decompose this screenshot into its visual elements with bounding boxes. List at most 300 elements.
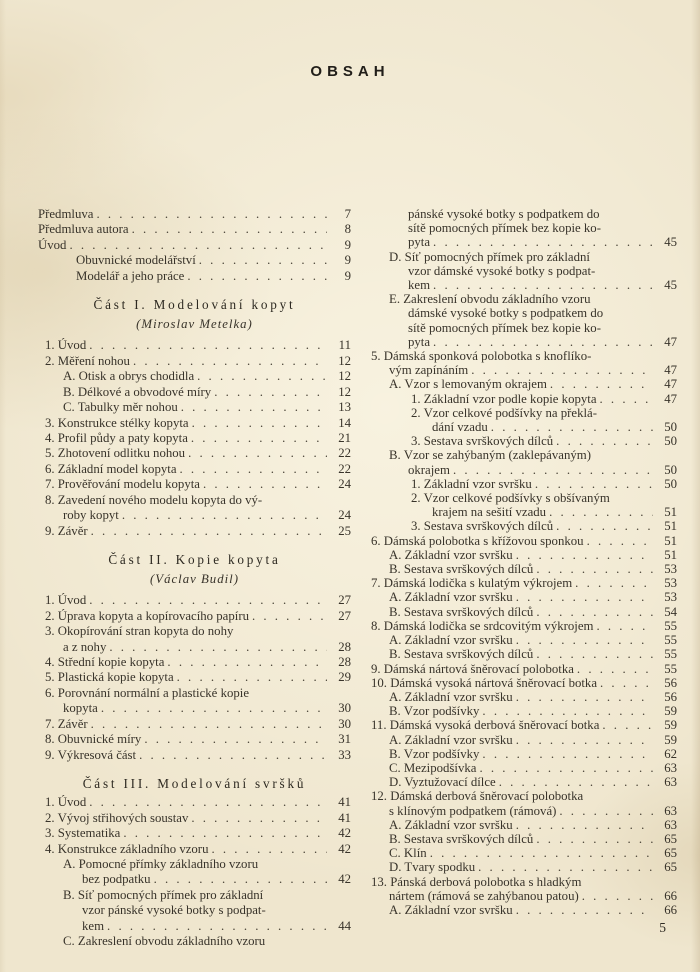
toc-entry-label: C. Klín: [389, 846, 427, 861]
toc-entry-label: 9. Závěr: [45, 523, 88, 538]
dot-leader: [136, 748, 327, 763]
toc-left-column: [38, 207, 351, 950]
toc-entry-page: 62: [664, 746, 677, 761]
toc-entry: [38, 934, 351, 949]
toc-entry: [364, 207, 677, 221]
toc-entry-label: 9. Dámská nártová šněrovací polobotka: [371, 661, 574, 676]
toc-entry-page: 27: [338, 608, 351, 623]
toc-entry-label: 2. Vzor celkové podšívky s obšívaným: [411, 491, 610, 506]
dot-leader: [574, 662, 653, 676]
section-author: (Václav Budil): [150, 572, 239, 587]
toc-entry: [38, 593, 351, 608]
dot-leader: [188, 431, 327, 446]
dot-leader: [249, 609, 327, 624]
dot-leader: [553, 434, 653, 448]
toc-entry: [38, 732, 351, 747]
dot-leader: [513, 548, 653, 562]
toc-entry: [364, 406, 677, 420]
toc-entry-page: 9: [344, 268, 351, 283]
toc-entry: [38, 795, 351, 810]
toc-entry: [38, 919, 351, 934]
toc-entry-page: 28: [338, 654, 351, 669]
dot-leader: [479, 747, 653, 761]
section-heading: Část III. Modelování svršků: [82, 776, 307, 792]
dot-leader: [104, 919, 327, 934]
toc-entry: [364, 590, 677, 604]
dot-leader: [599, 718, 653, 732]
toc-entry-label: 8. Obuvnické míry: [45, 732, 142, 747]
toc-entry-label: bez podpatku: [82, 872, 151, 887]
toc-entry-label: a z nohy: [63, 639, 107, 654]
toc-entry: [38, 717, 351, 732]
toc-entry-label: B. Sestava svrškových dílců: [389, 604, 534, 619]
dot-leader: [177, 462, 328, 477]
toc-entry-page: 29: [338, 670, 351, 685]
toc-entry-label: roby kopyt: [63, 508, 119, 523]
dot-leader: [488, 420, 653, 434]
section-heading: Část II. Kopie kopyta: [108, 552, 281, 568]
toc-entry-page: 28: [338, 639, 351, 654]
dot-leader: [572, 576, 653, 590]
dot-leader: [533, 832, 653, 846]
toc-entry-label: Úvod: [38, 237, 67, 252]
toc-entry: [364, 875, 677, 889]
toc-entry-page: 24: [338, 508, 351, 523]
toc-entry-label: 2. Vzor celkové podšívky na překlá-: [411, 405, 597, 420]
dot-leader: [93, 207, 327, 222]
toc-entry-label: A. Základní vzor svršku: [389, 547, 513, 562]
toc-entry-page: 55: [664, 647, 677, 662]
dot-leader: [119, 508, 327, 523]
toc-entry: [364, 633, 677, 647]
toc-entry: [364, 690, 677, 704]
dot-leader: [430, 335, 653, 349]
toc-entry-page: 33: [338, 747, 351, 762]
toc-entry-page: 12: [338, 369, 351, 384]
toc-entry-label: A. Základní vzor svršku: [389, 590, 513, 605]
toc-entry: [364, 662, 677, 676]
dot-leader: [188, 811, 327, 826]
section-author: (Miroslav Metelka): [136, 317, 253, 332]
toc-entry-page: 30: [338, 701, 351, 716]
toc-entry-page: 51: [664, 505, 677, 520]
toc-entry-page: 56: [664, 689, 677, 704]
toc-entry-page: 63: [664, 760, 677, 775]
toc-entry: [38, 842, 351, 857]
toc-entry-label: dámské vysoké botky s podpatkem do: [408, 306, 604, 321]
toc-entry-label: A. Základní vzor svršku: [389, 817, 513, 832]
toc-entry-label: B. Sestava svrškových dílců: [389, 647, 534, 662]
toc-right-column: [364, 207, 677, 917]
toc-entry-label: 3. Systematika: [45, 826, 121, 841]
toc-entry: [38, 477, 351, 492]
toc-entry-page: 59: [664, 718, 677, 733]
toc-entry: [38, 524, 351, 539]
toc-entry: [364, 278, 677, 292]
toc-entry: [364, 264, 677, 278]
toc-entry: [38, 640, 351, 655]
toc-entry-page: 66: [664, 902, 677, 917]
toc-entry: [364, 860, 677, 874]
dot-leader: [547, 377, 653, 391]
toc-entry-label: 11. Dámská vysoká derbová šněrovací botka: [371, 718, 600, 733]
toc-entry: [364, 420, 677, 434]
toc-entry-page: 51: [664, 519, 677, 534]
toc-entry-label: s klínovým podpatkem (rámová): [389, 803, 557, 818]
dot-leader: [164, 655, 327, 670]
toc-entry-page: 56: [664, 675, 677, 690]
dot-leader: [185, 446, 327, 461]
dot-leader: [533, 647, 653, 661]
toc-entry-label: vzor pánské vysoké botky s podpat-: [82, 903, 266, 918]
toc-entry-page: 59: [664, 704, 677, 719]
dot-leader: [546, 505, 653, 519]
toc-entry-label: krajem na sešití vzadu: [432, 505, 547, 520]
toc-entry-page: 50: [664, 462, 677, 477]
toc-entry-label: nártem (rámová se zahýbanou patou): [389, 888, 579, 903]
toc-entry-label: vzor dámské vysoké botky s podpat-: [408, 263, 596, 278]
toc-entry: [364, 775, 677, 789]
toc-entry: [364, 761, 677, 775]
toc-entry-page: 9: [344, 237, 351, 252]
toc-entry: [364, 377, 677, 391]
dot-leader: [476, 761, 653, 775]
toc-entry-page: 50: [664, 476, 677, 491]
toc-entry-label: A. Základní vzor svršku: [389, 732, 513, 747]
toc-entry: [364, 903, 677, 917]
toc-entry-page: 47: [664, 377, 677, 392]
dot-leader: [533, 562, 653, 576]
toc-entry-page: 65: [664, 860, 677, 875]
dot-leader: [579, 889, 653, 903]
toc-entry-page: 41: [338, 810, 351, 825]
toc-entry-page: 63: [664, 817, 677, 832]
dot-leader: [98, 701, 327, 716]
toc-entry-label: 6. Základní model kopyta: [45, 461, 177, 476]
dot-leader: [184, 269, 327, 284]
page-number: 5: [659, 920, 666, 935]
toc-entry-label: A. Základní vzor svršku: [389, 633, 513, 648]
toc-entry-page: 66: [664, 888, 677, 903]
toc-entry: [364, 576, 677, 590]
toc-entry-page: 65: [664, 846, 677, 861]
toc-entry-page: 14: [338, 415, 351, 430]
toc-entry-page: 63: [664, 803, 677, 818]
dot-leader: [513, 733, 653, 747]
toc-entry-page: 42: [338, 841, 351, 856]
toc-entry-label: pánské vysoké botky s podpatkem do: [408, 207, 600, 221]
toc-entry-label: vým zapínáním: [389, 363, 469, 378]
toc-entry-label: E. Zakreslení obvodu základního vzoru: [389, 292, 591, 307]
toc-entry: [38, 903, 351, 918]
toc-entry-label: Obuvnické modelářství: [76, 253, 196, 268]
toc-entry-label: 4. Profil půdy a paty kopyta: [45, 430, 188, 445]
toc-entry: [364, 718, 677, 732]
dot-leader: [174, 670, 327, 685]
toc-entry: [38, 811, 351, 826]
toc-entry-label: 3. Konstrukce stélky kopyta: [45, 415, 189, 430]
toc-entry: [364, 363, 677, 377]
toc-entry: [38, 857, 351, 872]
toc-entry-label: 5. Dámská sponková polobotka s knoflíko-: [371, 349, 592, 364]
toc-entry: [364, 335, 677, 349]
dot-leader: [196, 253, 327, 268]
toc-entry-label: 5. Zhotovení odlitku nohou: [45, 446, 186, 461]
toc-entry-label: C. Mezipodšívka: [389, 760, 477, 775]
toc-entry-page: 59: [664, 732, 677, 747]
dot-leader: [513, 690, 653, 704]
toc-entry: [38, 269, 351, 284]
toc-entry: [364, 448, 677, 462]
toc-entry-page: 41: [338, 795, 351, 810]
toc-entry: [38, 354, 351, 369]
toc-entry-page: 24: [338, 477, 351, 492]
toc-entry-label: kem: [408, 278, 431, 293]
toc-entry-label: C. Zakreslení obvodu základního vzoru: [63, 934, 266, 949]
toc-entry: [364, 534, 677, 548]
toc-entry-page: 63: [664, 775, 677, 790]
toc-entry-label: 8. Zavedení nového modelu kopyta do vý-: [45, 492, 263, 507]
toc-entry: [38, 493, 351, 508]
toc-entry-page: 45: [664, 235, 677, 250]
toc-entry-page: 9: [344, 253, 351, 268]
dot-leader: [120, 826, 327, 841]
toc-entry-label: B. Vzor se zahýbaným (zaklepávaným): [389, 448, 591, 463]
toc-entry: [38, 385, 351, 400]
toc-entry: [364, 463, 677, 477]
toc-entry-label: dání vzadu: [432, 420, 488, 435]
toc-entry: [38, 416, 351, 431]
dot-leader: [479, 704, 653, 718]
toc-entry-label: 7. Prověřování modelu kopyta: [45, 477, 200, 492]
dot-leader: [88, 524, 327, 539]
toc-entry-page: 55: [664, 618, 677, 633]
dot-leader: [597, 392, 653, 406]
toc-entry-label: B. Vzor podšívky: [389, 746, 480, 761]
dot-leader: [106, 640, 327, 655]
toc-entry-label: A. Pomocné přímky základního vzoru: [63, 856, 259, 871]
toc-entry-page: 55: [664, 661, 677, 676]
toc-entry-page: 53: [664, 590, 677, 605]
toc-entry: [38, 207, 351, 222]
toc-entry-label: 3. Sestava svrškových dílců: [411, 434, 554, 449]
toc-entry: [364, 477, 677, 491]
toc-entry: [364, 647, 677, 661]
toc-entry-page: 50: [664, 420, 677, 435]
toc-entry: [38, 462, 351, 477]
toc-entry-label: okrajem: [408, 462, 450, 477]
toc-entry-page: 51: [664, 533, 677, 548]
toc-entry-page: 54: [664, 604, 677, 619]
dot-leader: [532, 477, 653, 491]
toc-entry: [364, 818, 677, 832]
toc-entry-page: 42: [338, 872, 351, 887]
toc-entry-label: 2. Vývoj střihových soustav: [45, 810, 189, 825]
toc-entry: [38, 701, 351, 716]
toc-entry-label: A. Základní vzor svršku: [389, 689, 513, 704]
toc-entry: [364, 505, 677, 519]
toc-entry-label: B. Vzor podšívky: [389, 704, 480, 719]
toc-entry: [38, 431, 351, 446]
section-heading: Část I. Modelování kopyt: [93, 297, 296, 313]
toc-entry-label: 5. Plastická kopie kopyta: [45, 670, 174, 685]
dot-leader: [513, 903, 653, 917]
toc-entry-label: 1. Úvod: [45, 795, 87, 810]
toc-entry-label: sítě pomocných přímek bez kopie ko-: [408, 320, 601, 335]
toc-entry-page: 44: [338, 918, 351, 933]
dot-leader: [430, 235, 653, 249]
toc-entry-label: 9. Výkresová část: [45, 747, 137, 762]
toc-entry-label: 1. Úvod: [45, 593, 87, 608]
toc-entry-label: B. Síť pomocných přímek pro základní: [63, 887, 264, 902]
toc-entry-label: D. Tvary spodku: [389, 860, 476, 875]
toc-entry-page: 55: [664, 633, 677, 648]
toc-entry-label: 1. Základní vzor podle kopie kopyta: [411, 391, 597, 406]
toc-entry-label: A. Základní vzor svršku: [389, 902, 513, 917]
toc-entry: [364, 548, 677, 562]
toc-entry-label: 2. Měření nohou: [45, 353, 130, 368]
dot-leader: [584, 534, 653, 548]
toc-entry-label: pyta: [408, 334, 431, 349]
dot-leader: [66, 238, 327, 253]
dot-leader: [533, 605, 653, 619]
toc-entry-page: 50: [664, 434, 677, 449]
toc-entry-page: 45: [664, 278, 677, 293]
dot-leader: [86, 593, 327, 608]
toc-entry-label: 2. Úprava kopyta a kopírovacího papíru: [45, 608, 249, 623]
toc-entry: [38, 400, 351, 415]
toc-entry-label: Modelář a jeho práce: [76, 268, 185, 283]
dot-leader: [194, 369, 327, 384]
toc-entry-page: 47: [664, 391, 677, 406]
toc-entry: [364, 619, 677, 633]
dot-leader: [513, 818, 653, 832]
toc-entry-page: 27: [338, 593, 351, 608]
toc-entry: [364, 733, 677, 747]
toc-entry: [364, 292, 677, 306]
toc-entry: [38, 253, 351, 268]
toc-entry: [38, 446, 351, 461]
dot-leader: [141, 732, 327, 747]
toc-entry-label: 4. Střední kopie kopyta: [45, 654, 165, 669]
toc-entry: [364, 306, 677, 320]
toc-entry: [364, 434, 677, 448]
dot-leader: [597, 676, 653, 690]
toc-entry-page: 25: [338, 523, 351, 538]
toc-entry: [38, 655, 351, 670]
toc-entry-page: 30: [338, 716, 351, 731]
toc-entry: [364, 321, 677, 335]
toc-entry-page: 12: [338, 384, 351, 399]
toc-entry-label: C. Tabulky měr nohou: [63, 400, 178, 415]
toc-entry-label: 3. Sestava svrškových dílců: [411, 519, 554, 534]
dot-leader: [86, 338, 327, 353]
dot-leader: [86, 795, 327, 810]
dot-leader: [130, 354, 327, 369]
toc-entry: [364, 250, 677, 264]
toc-entry: [364, 221, 677, 235]
toc-entry: [364, 704, 677, 718]
toc-entry-page: 11: [338, 338, 351, 353]
toc-entry-label: A. Otisk a obrys chodidla: [63, 369, 195, 384]
dot-leader: [427, 846, 653, 860]
dot-leader: [553, 519, 653, 533]
toc-entry: [364, 846, 677, 860]
toc-entry-page: 65: [664, 831, 677, 846]
toc-entry-page: 31: [338, 732, 351, 747]
toc-entry-label: Předmluva: [38, 207, 94, 221]
toc-entry-label: B. Sestava svrškových dílců: [389, 831, 534, 846]
toc-entry: [364, 349, 677, 363]
toc-entry-page: 13: [338, 400, 351, 415]
dot-leader: [496, 775, 653, 789]
toc-entry: [364, 491, 677, 505]
toc-entry-page: 12: [338, 353, 351, 368]
dot-leader: [475, 860, 653, 874]
toc-entry-page: 47: [664, 363, 677, 378]
toc-entry-label: 6. Dámská polobotka s křížovou sponkou: [371, 533, 584, 548]
dot-leader: [129, 222, 327, 237]
toc-entry-label: kem: [82, 918, 105, 933]
toc-entry-label: B. Sestava svrškových dílců: [389, 562, 534, 577]
toc-entry-label: 3. Okopírování stran kopyta do nohy: [45, 624, 234, 639]
toc-entry: [364, 804, 677, 818]
dot-leader: [593, 619, 653, 633]
toc-entry: [38, 222, 351, 237]
toc-entry-label: A. Vzor s lemovaným okrajem: [389, 377, 547, 392]
toc-entry-page: 22: [338, 461, 351, 476]
dot-leader: [556, 804, 653, 818]
toc-entry-page: 42: [338, 826, 351, 841]
toc-entry-label: 13. Pánská derbová polobotka s hladkým: [371, 874, 582, 889]
toc-entry: [38, 686, 351, 701]
toc-entry: [38, 748, 351, 763]
toc-entry-label: D. Síť pomocných přímek pro základní: [389, 249, 590, 264]
toc-entry-label: 7. Dámská lodička s kulatým výkrojem: [371, 576, 573, 591]
toc-entry: [364, 747, 677, 761]
toc-entry-label: 8. Dámská lodička se srdcovitým výkrojem: [371, 618, 594, 633]
dot-leader: [88, 717, 327, 732]
toc-entry: [364, 605, 677, 619]
toc-entry: [364, 832, 677, 846]
toc-entry: [38, 238, 351, 253]
toc-entry: [38, 508, 351, 523]
toc-entry-page: 22: [338, 446, 351, 461]
toc-entry-label: 1. Úvod: [45, 338, 87, 353]
dot-leader: [450, 463, 653, 477]
toc-entry: [364, 392, 677, 406]
toc-entry-label: 6. Porovnání normální a plastické kopie: [45, 685, 249, 700]
toc-entry-page: 7: [344, 207, 351, 221]
toc-entry-label: B. Délkové a obvodové míry: [63, 384, 212, 399]
dot-leader: [513, 633, 653, 647]
toc-entry: [38, 826, 351, 841]
toc-entry-label: 12. Dámská derbová šněrovací polobotka: [371, 789, 584, 804]
dot-leader: [200, 477, 327, 492]
toc-entry: [38, 624, 351, 639]
dot-leader: [151, 872, 327, 887]
toc-entry: [364, 789, 677, 803]
toc-entry-label: 1. Základní vzor svršku: [411, 476, 532, 491]
dot-leader: [178, 400, 327, 415]
toc-entry: [38, 888, 351, 903]
toc-entry-label: D. Vyztužovací dílce: [389, 775, 496, 790]
toc-entry-page: 8: [344, 222, 351, 237]
toc-entry-label: Předmluva autora: [38, 222, 129, 237]
toc-entry: [364, 676, 677, 690]
toc-entry-page: 53: [664, 576, 677, 591]
toc-entry-page: 51: [664, 547, 677, 562]
